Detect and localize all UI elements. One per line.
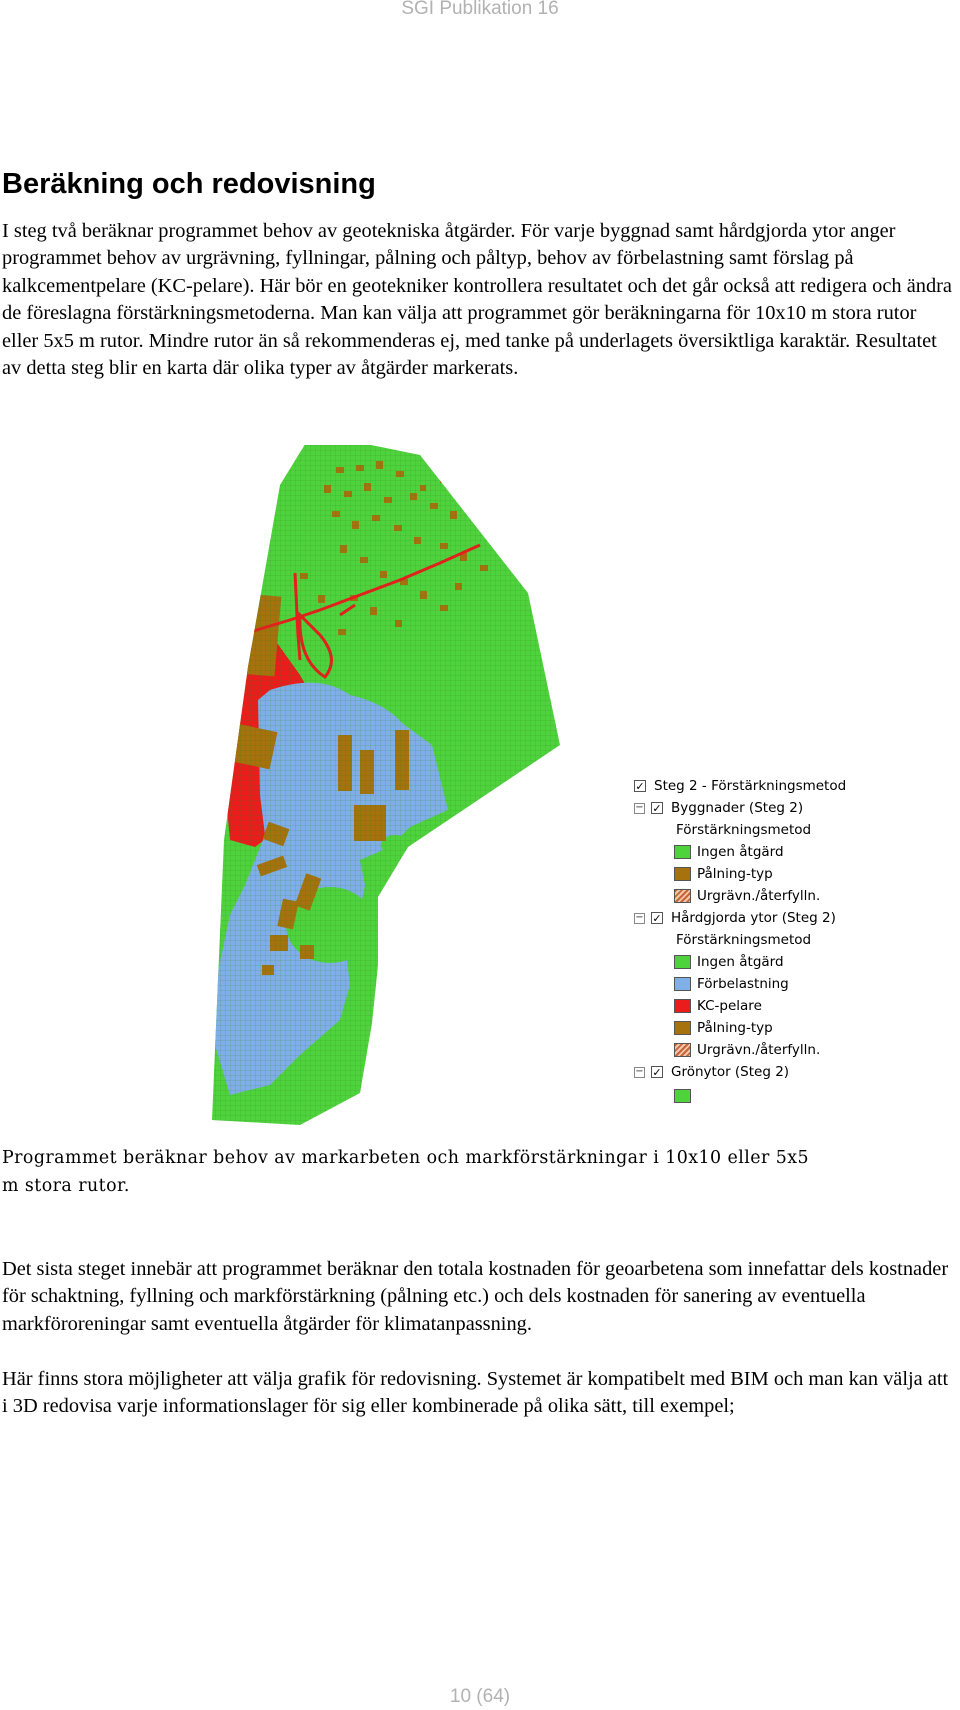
- legend-group-label: Byggnader (Steg 2): [671, 800, 804, 816]
- legend-checkbox-icon[interactable]: ✓: [652, 1065, 662, 1079]
- legend-checkbox-icon[interactable]: ✓: [652, 801, 662, 815]
- figure-caption: Programmet beräknar behov av markarbeten och markförstärkningar i 10x10 eller 5x5 m stora rutor.: [2, 1148, 810, 1196]
- legend-checkbox-icon[interactable]: ✓: [652, 911, 662, 925]
- legend-item: Pålning-typ: [674, 863, 773, 885]
- legend-swatch: [674, 889, 691, 903]
- legend-item: Ingen åtgärd: [674, 841, 784, 863]
- legend-checkbox-icon[interactable]: ✓: [635, 779, 645, 793]
- legend-group-greenareas: [634, 1061, 789, 1083]
- page-number: 10 (64): [449, 1686, 511, 1707]
- legend-item: KC-pelare: [674, 995, 762, 1017]
- collapse-icon[interactable]: −: [635, 912, 644, 923]
- legend-root-row: [634, 775, 846, 797]
- legend-item: Urgrävn./återfylln.: [674, 1039, 820, 1061]
- legend-swatch: [674, 977, 691, 991]
- legend-field-label: Förstärkningsmetod: [676, 822, 812, 838]
- legend-swatch: [674, 955, 691, 969]
- legend-root-label: Steg 2 - Förstärkningsmetod: [654, 778, 847, 794]
- legend-swatch: [674, 867, 691, 881]
- legend-group-label: Grönytor (Steg 2): [671, 1064, 790, 1080]
- legend-item: Förbelastning: [674, 973, 789, 995]
- section-title: Beräkning och redovisning: [2, 168, 376, 200]
- legend-item: [674, 1085, 697, 1107]
- paragraph-step-two: I steg två beräknar programmet behov av geotekniska åtgärder. För varje byggnad samt hårdgjorda ytor anger programmet behov av urgrävning, fyllningar, pålning och påltyp, behov av förbelastning samt förslag på kalkcementpelare (KC-pelare). Här bör en geotekniker kontrollera resultatet och det går också att redigera och ändra de föreslagna förstärkningsmetoderna. Man kan välja att programmet gör beräkningarna för 10x10 m stora rutor eller 5x5 m rutor. Mindre rutor än så rekommenderas ej, med tanke på underlagets översiktliga karaktär. Resultatet av detta steg blir en karta där olika typer av åtgärder markerats.: [2, 220, 952, 380]
- collapse-icon[interactable]: −: [635, 802, 644, 813]
- legend-group-label: Hårdgjorda ytor (Steg 2): [671, 910, 836, 926]
- legend-field-label: Förstärkningsmetod: [676, 932, 812, 948]
- legend-swatch: [674, 999, 691, 1013]
- running-header: SGI Publikation 16: [401, 0, 559, 19]
- legend-item: Pålning-typ: [674, 1017, 773, 1039]
- legend-group-buildings: [634, 797, 803, 819]
- legend-swatch: [674, 1043, 691, 1057]
- map-grid: [150, 445, 600, 1125]
- legend-swatch: [674, 1089, 691, 1103]
- legend-group-hardsurfaces: [634, 907, 836, 929]
- legend-item: Ingen åtgärd: [674, 951, 784, 973]
- figure-map: [0, 445, 960, 1125]
- collapse-icon[interactable]: −: [635, 1066, 644, 1077]
- legend-item: Urgrävn./återfylln.: [674, 885, 820, 907]
- paragraph-final-step: Det sista steget innebär att programmet beräknar den totala kostnaden för geoarbetena som innefattar dels kostnader för schaktning, fyllning och markförstärkning (pålning etc.) och dels kostnaden för sanering av eventuella markföroreningar samt eventuella åtgärder för klimatanpassning.: [2, 1258, 949, 1335]
- paragraph-graphics: Här finns stora möjligheter att välja grafik för redovisning. Systemet är kompatibelt med BIM och man kan välja att i 3D redovisa varje informationslager för sig eller kombinerade på olika sätt, till exempel;: [2, 1368, 949, 1418]
- legend-swatch: [674, 1021, 691, 1035]
- legend-swatch: [674, 845, 691, 859]
